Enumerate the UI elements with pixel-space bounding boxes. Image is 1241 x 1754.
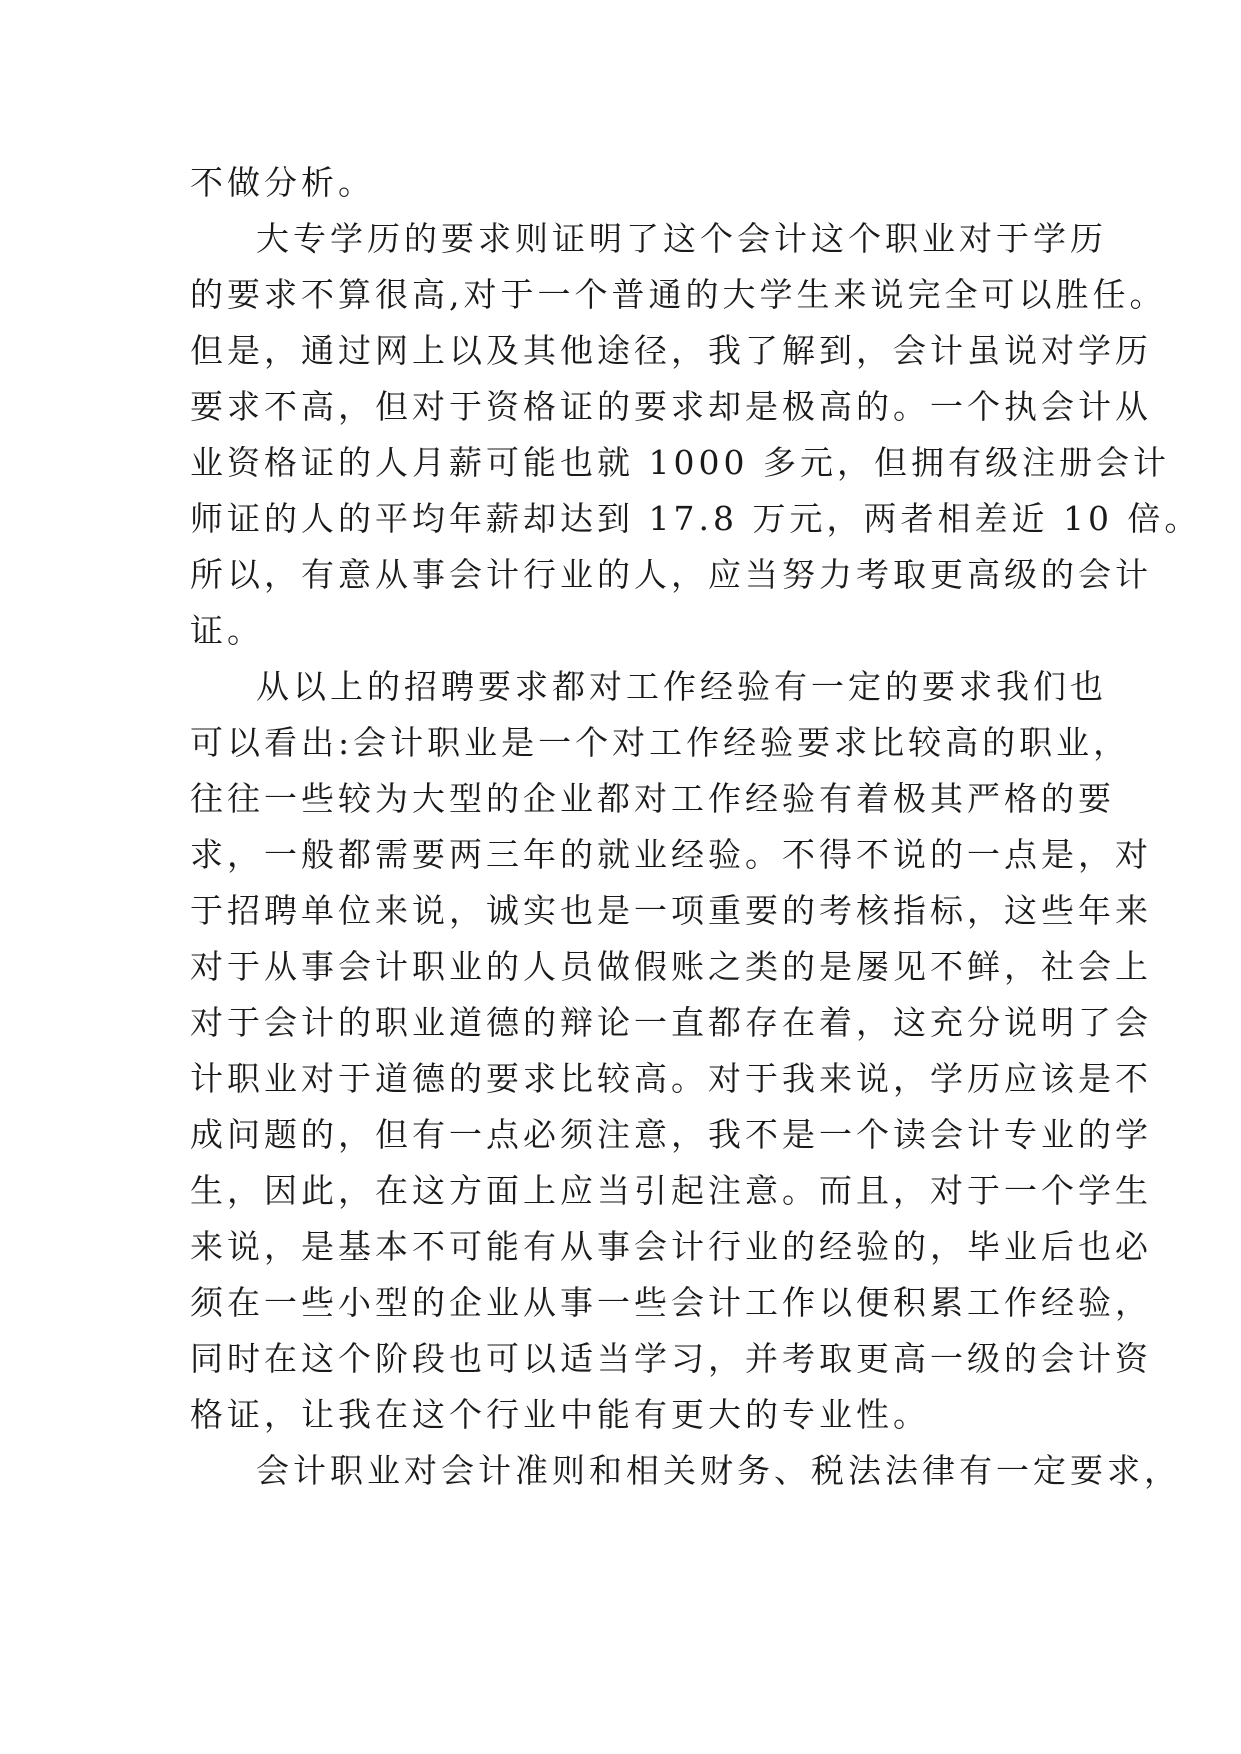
body-text	[190, 155, 1202, 1499]
text-line: 从以上的招聘要求都对工作经验有一定的要求我们也	[256, 667, 1107, 706]
text-line: 大专学历的要求则证明了这个会计这个职业对于学历	[256, 219, 1107, 258]
text-line: 对于会计的职业道德的辩论一直都存在着，这充分说明了会	[190, 1003, 1152, 1042]
text-line: 求，一般都需要两三年的就业经验。不得不说的一点是，对	[190, 835, 1152, 874]
text-line: 会计职业对会计准则和相关财务、税法法律有一定要求，	[256, 1451, 1181, 1490]
text-line: 往往一些较为大型的企业都对工作经验有着极其严格的要	[190, 779, 1115, 818]
text-line: 但是，通过网上以及其他途径，我了解到，会计虽说对学历	[190, 331, 1152, 370]
text-line: 同时在这个阶段也可以适当学习，并考取更高一级的会计资	[190, 1339, 1152, 1378]
text-line: 生，因此，在这方面上应当引起注意。而且，对于一个学生	[190, 1171, 1152, 1210]
text-line: 证。	[190, 611, 264, 650]
text-line: 计职业对于道德的要求比较高。对于我来说，学历应该是不	[190, 1059, 1152, 1098]
text-line: 格证，让我在这个行业中能有更大的专业性。	[190, 1395, 930, 1434]
text-line: 须在一些小型的企业从事一些会计工作以便积累工作经验，	[190, 1283, 1152, 1322]
text-line: 成问题的，但有一点必须注意，我不是一个读会计专业的学	[190, 1115, 1152, 1154]
text-line: 不做分析。	[190, 163, 375, 202]
text-line: 来说，是基本不可能有从事会计行业的经验的，毕业后也必	[190, 1227, 1152, 1266]
text-line: 师证的人的平均年薪却达到 17.8 万元，两者相差近 10 倍。	[190, 499, 1202, 538]
text-line: 所以，有意从事会计行业的人，应当努力考取更高级的会计	[190, 555, 1152, 594]
text-line: 可以看出:会计职业是一个对工作经验要求比较高的职业，	[190, 723, 1131, 762]
text-line: 对于从事会计职业的人员做假账之类的是屡见不鲜，社会上	[190, 947, 1152, 986]
text-line: 要求不高，但对于资格证的要求却是极高的。一个执会计从	[190, 387, 1152, 426]
text-line: 于招聘单位来说，诚实也是一项重要的考核指标，这些年来	[190, 891, 1152, 930]
text-line: 的要求不算很高,对于一个普通的大学生来说完全可以胜任。	[190, 275, 1167, 314]
text-line: 业资格证的人月薪可能也就 1000 多元，但拥有级注册会计	[190, 443, 1170, 482]
